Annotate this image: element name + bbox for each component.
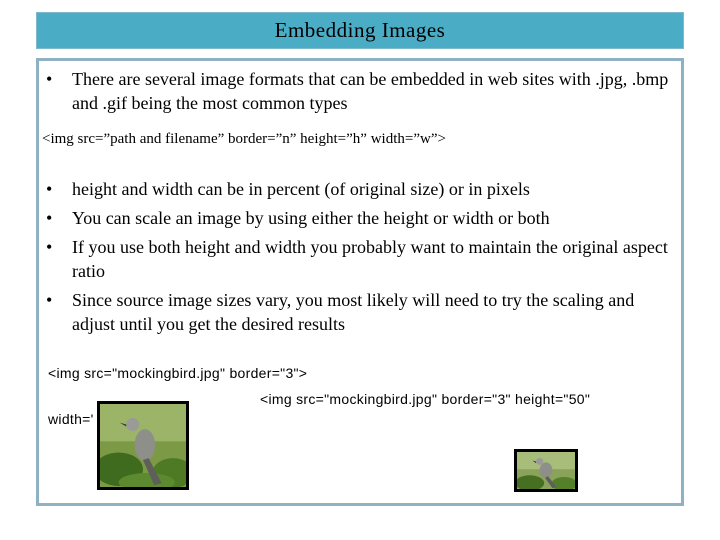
mockingbird-image-full <box>97 401 189 490</box>
slide-title: Embedding Images <box>274 18 446 42</box>
bullet-text: You can scale an image by using either the height or width or both <box>72 208 550 228</box>
bullet-icon: • <box>46 290 53 310</box>
bullet-icon: • <box>46 69 53 89</box>
title-bar <box>36 12 684 49</box>
example-1-code: <img src="mockingbird.jpg" border="3"> <box>48 365 308 381</box>
example-2-code: <img src="mockingbird.jpg" border="3" height="50" <box>260 391 591 407</box>
bullet-icon: • <box>46 179 53 199</box>
bullet-text: Since source image sizes vary, you most likely will need to try the scaling and adjust until you get the desired results <box>72 290 635 334</box>
bullet-text: If you use both height and width you probably want to maintain the original aspect ratio <box>72 237 668 281</box>
mockingbird-image-scaled <box>514 449 578 492</box>
mockingbird-picture <box>100 404 186 487</box>
content-box <box>36 58 684 506</box>
syntax-line: <img src=”path and filename” border=”n” height=”h” width=”w”> <box>42 131 446 147</box>
example-2-code-cont: width=' <box>48 411 94 427</box>
intro-bullet-text: There are several image formats that can be embedded in web sites with .jpg, .bmp and .gif being the most common types <box>72 69 669 113</box>
mockingbird-picture-scaled <box>517 452 575 489</box>
bullet-text: height and width can be in percent (of original size) or in pixels <box>72 179 530 199</box>
bullet-icon: • <box>46 208 53 228</box>
bullet-icon: • <box>46 237 53 257</box>
